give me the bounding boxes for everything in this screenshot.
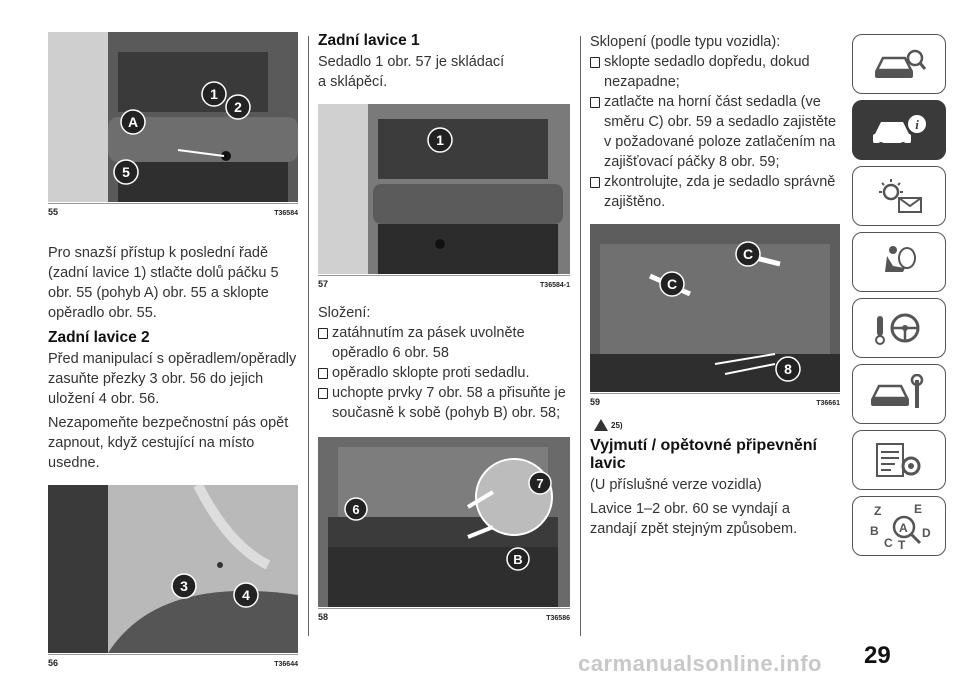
checkbox-bullet-icon xyxy=(318,388,328,399)
figure-56-number: 56 xyxy=(48,658,59,668)
figure-56-label-4: 4 xyxy=(242,587,250,603)
chapter-tab-maintenance[interactable] xyxy=(852,364,946,424)
figure-57-code: T36584-1 xyxy=(540,282,570,289)
col2-bullet-2 xyxy=(318,363,570,383)
chapter-tab-index[interactable] xyxy=(852,496,946,556)
index-letter-t: T xyxy=(898,538,906,551)
figure-59-caption xyxy=(590,393,840,407)
figure-59-code: T36661 xyxy=(816,400,840,407)
figure-57-number: 57 xyxy=(318,279,329,289)
index-letter-b: B xyxy=(870,524,879,538)
figure-57-caption xyxy=(318,275,570,289)
column-2 xyxy=(318,32,570,622)
col1-paragraph-1: Pro snazší přístup k poslední řadě (zadní lavice 1) stlačte dolů páčku 5 obr. 55 (pohyb A) obr. 55 a sklopte opěradlo obr. 55. xyxy=(48,245,279,321)
figure-58 xyxy=(318,437,570,607)
col3-bullet-2-text: zatlačte na horní část sedadla (ve směru C) obr. 59 a sedadlo zajistěte v požadované poloze zatlačením na zajišťovací páčky 8 obr. 59; xyxy=(604,94,837,170)
checkbox-bullet-icon xyxy=(590,97,600,108)
column-divider-2 xyxy=(580,36,581,636)
col2-bullet-3 xyxy=(318,383,570,423)
figure-55-number: 55 xyxy=(48,207,59,217)
col2-lead: Složení: xyxy=(318,305,371,321)
chapter-tab-warning-lights[interactable] xyxy=(852,166,946,226)
column-3 xyxy=(590,32,840,539)
col3-bullet-2 xyxy=(590,92,840,172)
chapter-tab-vehicle-info[interactable] xyxy=(852,100,946,160)
car-dashboard-search-icon xyxy=(869,44,929,84)
figure-59-label-8: 8 xyxy=(784,361,792,377)
airbag-seat-icon xyxy=(869,242,929,282)
col3-subheading: (U příslušné verze vozidla) xyxy=(590,477,762,493)
col2-paragraph-1: Sedadlo 1 obr. 57 je skládací a sklápěcí. xyxy=(318,54,505,90)
col1-paragraph-2: Před manipulací s opěradlem/opěradly zasuňte přezky 3 obr. 56 do jejich uložení 4 obr. 56. xyxy=(48,351,297,407)
specs-list-gear-icon xyxy=(869,440,929,480)
checkbox-bullet-icon xyxy=(318,328,328,339)
car-wrench-icon xyxy=(869,374,929,414)
car-info-icon xyxy=(869,110,929,150)
checkbox-bullet-icon xyxy=(590,57,600,68)
chapter-tab-technical-data[interactable] xyxy=(852,430,946,490)
figure-57 xyxy=(318,104,570,274)
figure-55-label-1: 1 xyxy=(210,86,218,102)
index-letter-d: D xyxy=(922,526,931,540)
figure-59-photo xyxy=(590,224,840,392)
figure-55-label-2: 2 xyxy=(234,99,242,115)
figure-56-caption xyxy=(48,654,298,668)
figure-57-label-1: 1 xyxy=(436,132,444,148)
col1-paragraph-3: Nezapomeňte bezpečnostní pás opět zapnout, když cestující na místo usedne. xyxy=(48,415,289,471)
figure-59-label-C-lower: C xyxy=(666,276,678,292)
index-letter-c: C xyxy=(884,536,893,550)
col3-bullet-3 xyxy=(590,172,840,212)
figure-55-photo xyxy=(48,32,298,202)
column-1 xyxy=(48,32,298,668)
checkbox-bullet-icon xyxy=(590,177,600,188)
figure-59-label-C-upper: C xyxy=(742,246,754,262)
figure-57-photo xyxy=(318,104,570,274)
chapter-tab-starting-driving[interactable] xyxy=(852,298,946,358)
key-steering-wheel-icon xyxy=(869,308,929,348)
alphabetical-index-search-icon xyxy=(864,501,934,551)
chapter-sidebar xyxy=(852,34,948,562)
figure-58-caption xyxy=(318,608,570,622)
figure-58-label-B: B xyxy=(513,552,523,567)
svg-text:i: i xyxy=(915,117,919,132)
col3-heading: Vyjmutí / opětovné připevnění lavic xyxy=(590,437,817,472)
col3-bullet-3-text: zkontrolujte, zda je sedadlo správně zajištěno. xyxy=(604,174,836,210)
figure-56 xyxy=(48,485,298,653)
figure-56-label-3: 3 xyxy=(180,578,188,594)
figure-55-code: T36584 xyxy=(274,210,298,217)
index-letter-e: E xyxy=(914,502,923,516)
figure-55-caption xyxy=(48,203,298,217)
figure-58-number: 58 xyxy=(318,612,329,622)
col2-bullet-1 xyxy=(318,323,570,363)
watermark: carmanualsonline.info xyxy=(578,651,822,676)
figure-58-label-6: 6 xyxy=(352,502,360,517)
col2-bullet-3-text: uchopte prvky 7 obr. 58 a přisuňte je současně k sobě (pohyb B) obr. 58; xyxy=(332,385,566,421)
col3-paragraph: Lavice 1–2 obr. 60 se vyndají a zandají zpět stejným způsobem. xyxy=(590,501,798,537)
col2-bullet-1-text: zatáhnutím za pásek uvolněte opěradlo 6 obr. 58 xyxy=(332,325,525,361)
warning-triangle-icon xyxy=(594,419,608,431)
figure-56-code: T36644 xyxy=(274,661,298,668)
col2-bullet-2-text: opěradlo sklopte proti sedadlu. xyxy=(332,365,530,381)
warning-reference xyxy=(594,419,840,431)
checkbox-bullet-icon xyxy=(318,368,328,379)
figure-56-photo xyxy=(48,485,298,653)
page-number: 29 xyxy=(864,642,891,669)
index-letter-a: A xyxy=(899,521,908,535)
figure-55-label-A: A xyxy=(127,114,139,130)
figure-55-label-5: 5 xyxy=(122,164,130,180)
figure-58-code: T36586 xyxy=(546,615,570,622)
col3-bullet-1-text: sklopte sedadlo dopředu, dokud nezapadne; xyxy=(604,54,810,90)
col2-heading: Zadní lavice 1 xyxy=(318,32,420,49)
figure-55 xyxy=(48,32,298,202)
col1-heading: Zadní lavice 2 xyxy=(48,329,150,346)
chapter-tab-dashboard[interactable] xyxy=(852,34,946,94)
figure-59-number: 59 xyxy=(590,397,601,407)
col3-lead: Sklopení (podle typu vozidla): xyxy=(590,34,781,50)
index-letter-z: Z xyxy=(874,504,882,518)
warning-reference-number: 25) xyxy=(611,420,623,430)
figure-59 xyxy=(590,224,840,392)
column-divider-1 xyxy=(308,36,309,636)
figure-58-photo xyxy=(318,437,570,607)
chapter-tab-safety[interactable] xyxy=(852,232,946,292)
figure-58-label-7: 7 xyxy=(536,476,544,491)
col3-bullet-1 xyxy=(590,52,840,92)
warning-light-message-icon xyxy=(869,176,929,216)
